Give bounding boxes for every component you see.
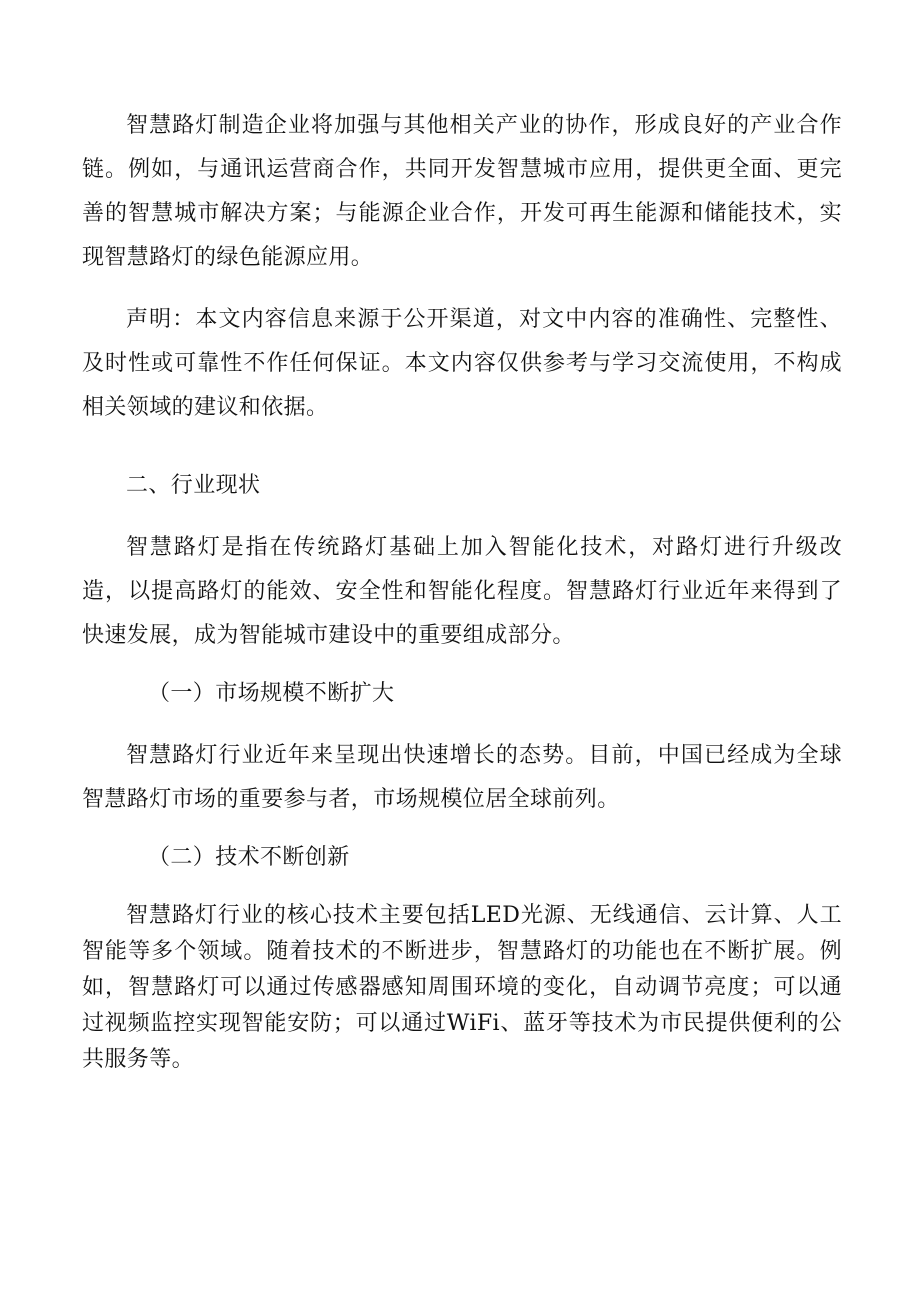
paragraph-disclaimer: 声明：本文内容信息来源于公开渠道，对文中内容的准确性、完整性、及时性或可靠性不作任何保证。本文内容仅供参考与学习交流使用，不构成相关领域的建议和依据。 <box>82 307 842 420</box>
subheading-tech-innovation: （二）技术不断创新 <box>148 845 350 870</box>
paragraph-industry-intro: 智慧路灯是指在传统路灯基础上加入智能化技术，对路灯进行升级改造，以提高路灯的能效、安全性和智能化程度。智慧路灯行业近年来得到了快速发展，成为智能城市建设中的重要组成部分。 <box>82 535 842 648</box>
paragraph-cooperation: 智慧路灯制造企业将加强与其他相关产业的协作，形成良好的产业合作链。例如，与通讯运营商合作，共同开发智慧城市应用，提供更全面、更完善的智慧城市解决方案；与能源企业合作，开发可再生能源和储能技术，实现智慧路灯的绿色能源应用。 <box>82 113 842 270</box>
paragraph-tech-innovation: 智慧路灯行业的核心技术主要包括LED光源、无线通信、云计算、人工智能等多个领域。随着技术的不断进步，智慧路灯的功能也在不断扩展。例如，智慧路灯可以通过传感器感知周围环境的变化，自动调节亮度；可以通过视频监控实现智能安防；可以通过WiFi、蓝牙等技术为市民提供便利的公共服务等。 <box>82 903 842 1072</box>
paragraph-market-scale: 智慧路灯行业近年来呈现出快速增长的态势。目前，中国已经成为全球智慧路灯市场的重要参与者，市场规模位居全球前列。 <box>82 743 842 812</box>
subheading-market-scale: （一）市场规模不断扩大 <box>148 681 395 706</box>
section-heading-industry-status: 二、行业现状 <box>126 473 261 498</box>
document-page <box>82 104 842 1078</box>
